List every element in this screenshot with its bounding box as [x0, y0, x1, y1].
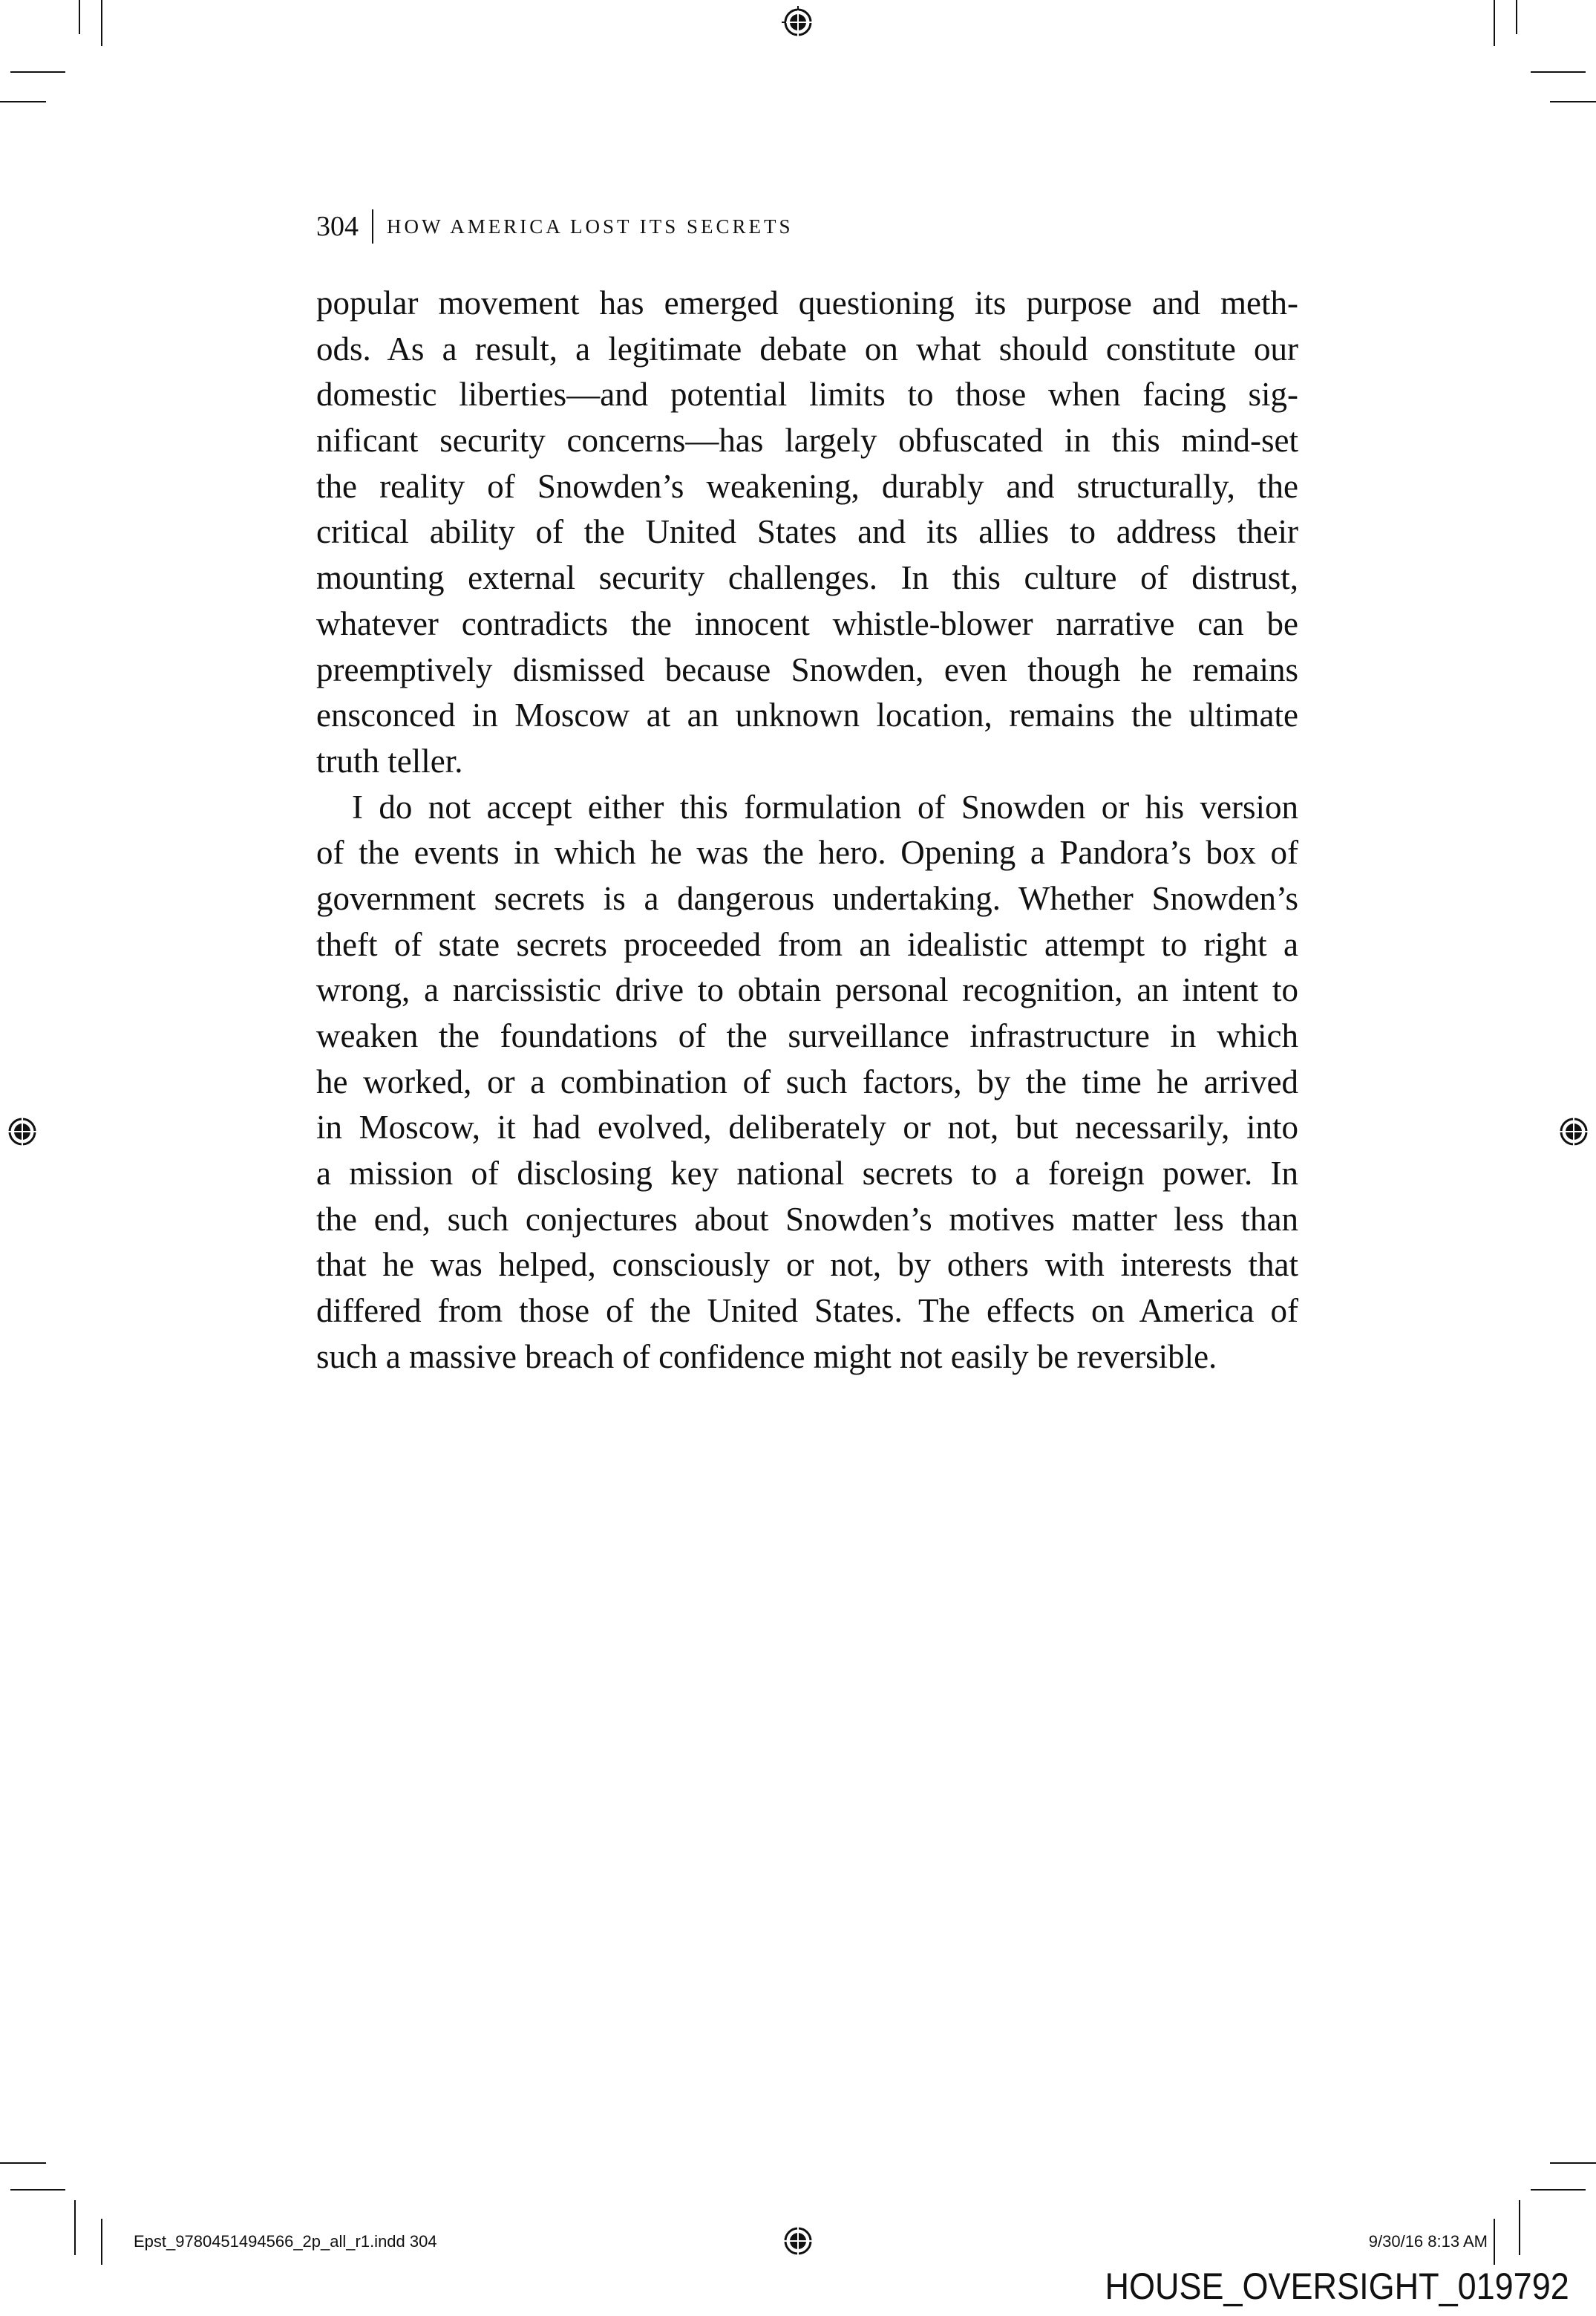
registration-mark-icon	[1557, 1115, 1590, 1148]
crop-mark	[74, 2200, 76, 2255]
text-line: mounting external security challenges. In this culture of distrust,	[316, 559, 1298, 597]
text-line: whatever contradicts the innocent whistle-blower narrative can be	[316, 604, 1298, 642]
crop-mark	[79, 0, 80, 34]
crop-mark	[0, 2162, 46, 2164]
text-line: in Moscow, it had evolved, deliberately or not, but necessarily, into	[316, 1109, 1298, 1146]
text-line: wrong, a narcissistic drive to obtain personal recognition, an intent to	[316, 971, 1298, 1009]
text-line: he worked, or a combination of such factors, by the time he arrived	[316, 1063, 1298, 1100]
body-text	[316, 281, 1298, 1380]
text-line: domestic liberties—and potential limits to those when facing sig-	[316, 376, 1298, 414]
running-title: HOW AMERICA LOST ITS SECRETS	[387, 215, 794, 238]
crop-mark	[0, 101, 46, 102]
text-line: a mission of disclosing key national secrets to a foreign power. In	[316, 1155, 1298, 1193]
text-line: the reality of Snowden’s weakening, durably and structurally, the	[316, 467, 1298, 505]
text-line: the end, such conjectures about Snowden’s motives matter less than	[316, 1200, 1298, 1238]
crop-mark	[1550, 2162, 1596, 2164]
text-line: differed from those of the United States. The effects on America of	[316, 1292, 1298, 1330]
footer-timestamp: 9/30/16 8:13 AM	[1368, 2232, 1488, 2251]
text-line: ensconced in Moscow at an unknown location, remains the ultimate	[316, 697, 1298, 734]
crop-mark	[10, 2189, 65, 2191]
text-line: truth teller.	[316, 742, 463, 780]
crop-mark	[1550, 101, 1596, 102]
crop-mark	[101, 2219, 102, 2265]
text-line: government secrets is a dangerous undertaking. Whether Snowden’s	[316, 879, 1298, 917]
page-number: 304	[316, 211, 359, 242]
text-line: of the events in which he was the hero. Opening a Pandora’s box of	[316, 834, 1298, 872]
crop-mark	[1494, 0, 1495, 46]
crop-mark	[101, 0, 102, 46]
text-line: popular movement has emerged questioning its purpose and meth-	[316, 284, 1298, 322]
crop-mark	[1531, 71, 1586, 73]
bates-stamp: HOUSE_OVERSIGHT_019792	[1105, 2266, 1569, 2307]
registration-mark-icon	[6, 1115, 39, 1148]
text-line: ods. As a result, a legitimate debate on what should constitute our	[316, 330, 1298, 368]
text-line: such a massive breach of confidence might not easily be reversible.	[316, 1337, 1217, 1375]
footer-file-info: Epst_9780451494566_2p_all_r1.indd 304	[134, 2232, 437, 2251]
text-line: that he was helped, consciously or not, by others with interests that	[316, 1246, 1298, 1284]
crop-mark	[1516, 0, 1517, 34]
text-line: I do not accept either this formulation of Snowden or his version	[352, 788, 1298, 826]
running-header	[316, 209, 794, 244]
text-line: critical ability of the United States and its allies to address their	[316, 513, 1298, 551]
header-divider	[372, 209, 373, 244]
text-line: nificant security concerns—has largely obfuscated in this mind-set	[316, 422, 1298, 460]
text-line: preemptively dismissed because Snowden, even though he remains	[316, 650, 1298, 688]
crop-mark	[1494, 2219, 1495, 2265]
registration-mark-icon	[782, 2225, 814, 2257]
text-line: weaken the foundations of the surveillance infrastructure in which	[316, 1017, 1298, 1054]
crop-mark	[10, 71, 65, 73]
crop-mark	[1531, 2189, 1586, 2191]
crop-mark	[1519, 2200, 1520, 2255]
registration-mark-icon	[782, 6, 814, 39]
text-line: theft of state secrets proceeded from an idealistic attempt to right a	[316, 925, 1298, 963]
